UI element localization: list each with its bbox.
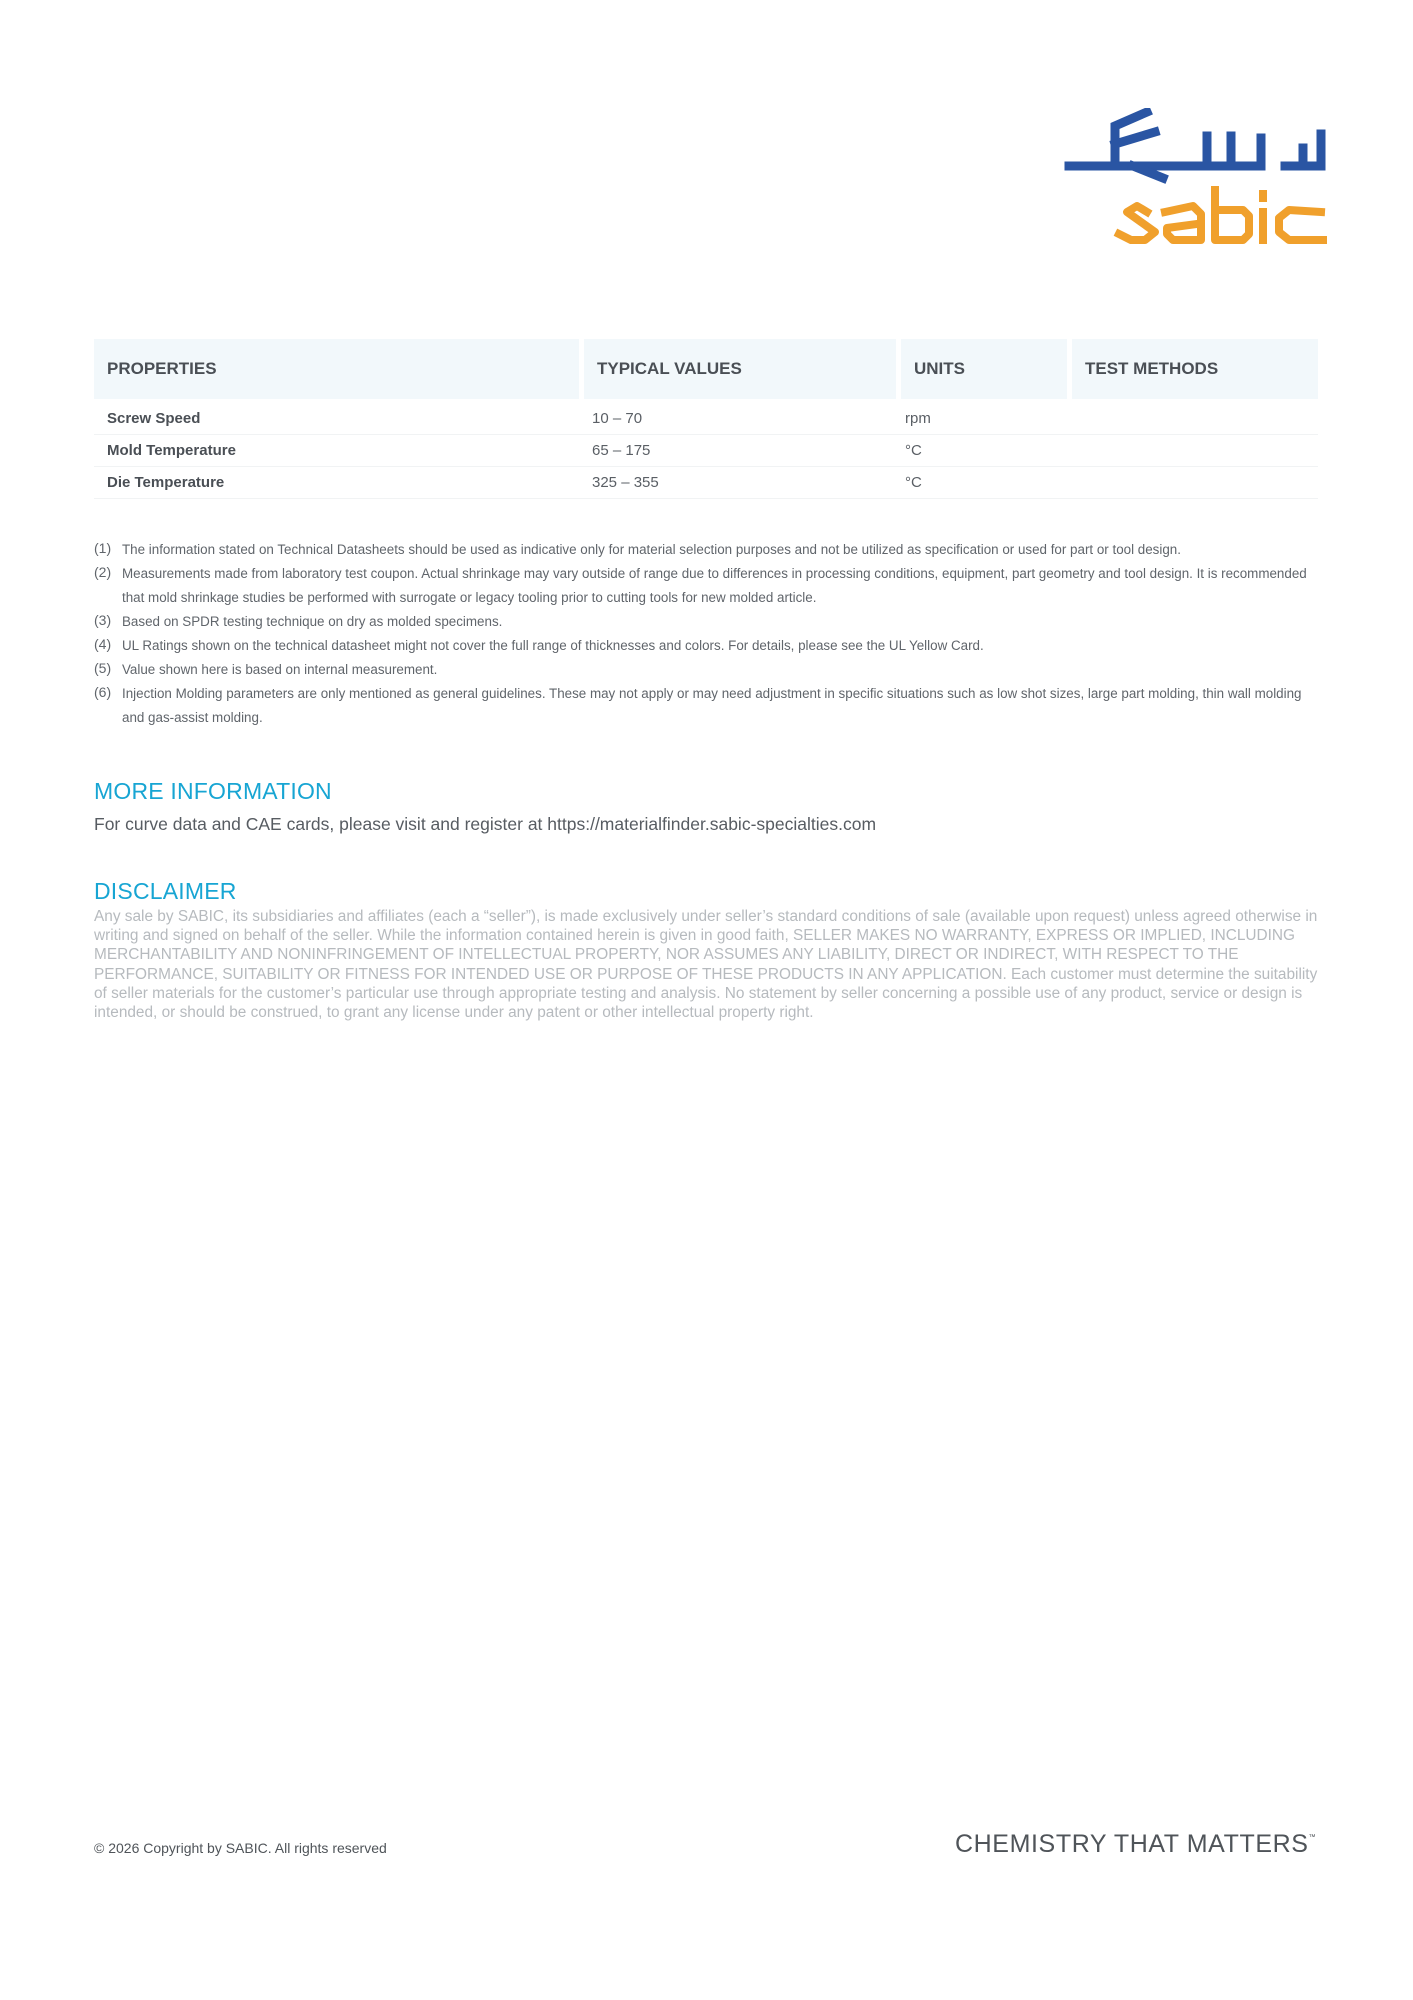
table-body <box>94 403 1318 499</box>
copyright-text: © 2026 Copyright by SABIC. All rights reserved <box>94 1840 387 1856</box>
footnote-text: The information stated on Technical Datasheets should be used as indicative only for material selection purposes and not be utilized as specification or used for part or tool design. <box>122 542 1181 557</box>
header-test-methods: TEST METHODS <box>1072 339 1318 399</box>
unit-value: rpm <box>905 410 931 427</box>
property-name: Die Temperature <box>107 474 225 491</box>
footnote-item <box>94 634 1324 658</box>
footnote-number: (3) <box>94 612 112 628</box>
footnote-item <box>94 538 1324 562</box>
table-header <box>94 339 1318 399</box>
footnote-item <box>94 658 1324 682</box>
table-row <box>94 403 1318 435</box>
sabic-logo-mark <box>1063 108 1327 258</box>
footnote-number: (4) <box>94 636 112 652</box>
header-typical-values: TYPICAL VALUES <box>584 339 896 399</box>
typical-value: 10 – 70 <box>592 410 643 427</box>
sabic-logo <box>1063 108 1327 258</box>
footnote-text: Measurements made from laboratory test coupon. Actual shrinkage may vary outside of range due to differences in processing conditions, equipment, part geometry and tool design. It is recommended that mold shrinkage studies be performed with surrogate or legacy tooling prior to cutting tools for new molded article. <box>122 566 1307 605</box>
table-row <box>94 467 1318 499</box>
footnote-item <box>94 562 1324 610</box>
footnote-text: Injection Molding parameters are only mentioned as general guidelines. These may not apply or may need adjustment in specific situations such as low shot sizes, large part molding, thin wall molding and gas-assist molding. <box>122 686 1302 725</box>
footnote-number: (6) <box>94 684 112 700</box>
tagline <box>955 1830 1316 1859</box>
footnote-item <box>94 682 1324 730</box>
footnote-text: UL Ratings shown on the technical datasheet might not cover the full range of thicknesses and colors. For details, please see the UL Yellow Card. <box>122 638 984 653</box>
unit-value: °C <box>905 474 922 491</box>
disclaimer-title: DISCLAIMER <box>94 878 237 904</box>
footnote-number: (5) <box>94 660 112 676</box>
property-name: Mold Temperature <box>107 442 236 459</box>
table-row <box>94 435 1318 467</box>
property-name: Screw Speed <box>107 410 201 427</box>
header-units: UNITS <box>901 339 1067 399</box>
typical-value: 325 – 355 <box>592 474 659 491</box>
footnotes <box>94 538 1324 730</box>
tagline-text: CHEMISTRY THAT MATTERS <box>955 1830 1309 1858</box>
disclaimer-text: Any sale by SABIC, its subsidiaries and affiliates (each a “seller”), is made exclusively under seller’s standard conditions of sale (available upon request) unless agreed otherwise in writing and signed on behalf of the seller. While the information contained herein is given in good faith, SELLER MAKES NO WARRANTY, EXPRESS OR IMPLIED, INCLUDING MERCHANTABILITY AND NONINFRINGEMENT OF INTELLECTUAL PROPERTY, NOR ASSUMES ANY LIABILITY, DIRECT OR INDIRECT, WITH RESPECT TO THE PERFORMANCE, SUITABILITY OR FITNESS FOR INTENDED USE OR PURPOSE OF THESE PRODUCTS IN ANY APPLICATION. Each customer must determine the suitability of seller materials for the customer’s particular use through appropriate testing and analysis. No statement by seller concerning a possible use of any product, service or design is intended, or should be construed, to grant any license under any patent or other intellectual property right. <box>94 908 1318 1022</box>
header-properties: PROPERTIES <box>94 339 579 399</box>
footnote-number: (2) <box>94 564 112 580</box>
more-information-title: MORE INFORMATION <box>94 778 332 804</box>
footnote-text: Value shown here is based on internal measurement. <box>122 662 438 677</box>
unit-value: °C <box>905 442 922 459</box>
footnote-text: Based on SPDR testing technique on dry as molded specimens. <box>122 614 503 629</box>
properties-table <box>94 339 1318 499</box>
trademark-mark: ™ <box>1308 1834 1317 1841</box>
footnote-number: (1) <box>94 540 112 556</box>
footnote-item <box>94 610 1324 634</box>
typical-value: 65 – 175 <box>592 442 651 459</box>
more-information-text: For curve data and CAE cards, please visit and register at https://materialfinder.sabic-specialties.com <box>94 814 877 834</box>
